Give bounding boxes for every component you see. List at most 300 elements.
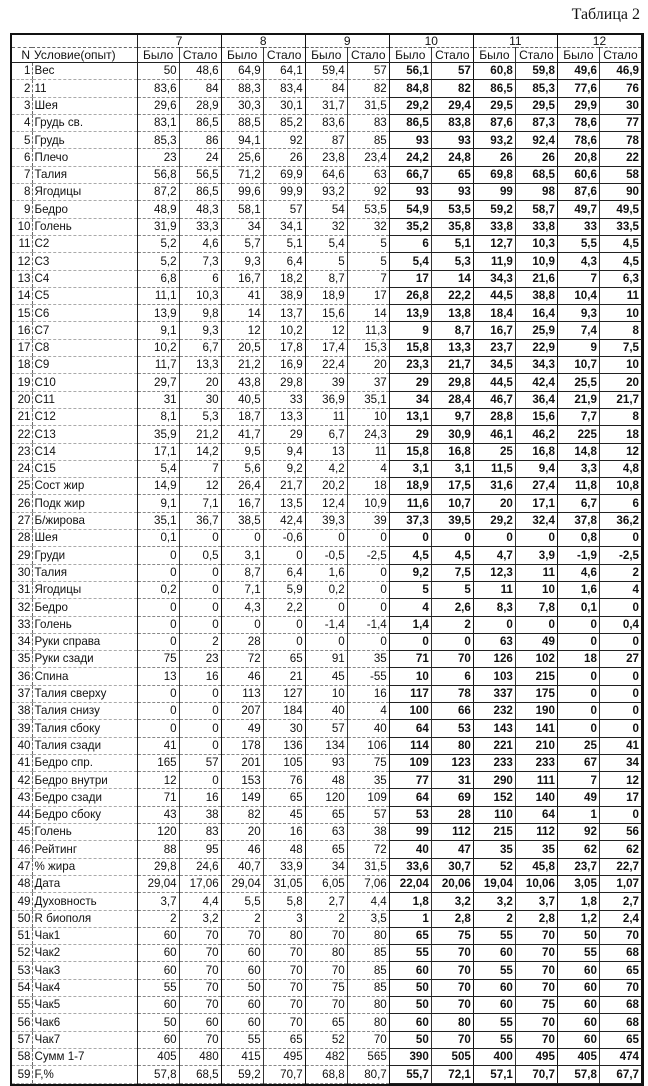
row-condition: R биополя: [32, 910, 137, 927]
cell-before: 9,5: [221, 443, 263, 460]
cell-before: 60: [473, 945, 515, 962]
row-condition: Чак5: [32, 997, 137, 1014]
cell-before: 50: [137, 63, 179, 80]
table-row: [12, 651, 642, 668]
cell-after: 6: [599, 495, 641, 512]
cell-before: 31,7: [305, 97, 347, 114]
cell-after: 84: [179, 80, 221, 97]
cell-after: 9,2: [263, 460, 305, 477]
cell-after: 83: [347, 114, 389, 131]
cell-after: 27,4: [515, 478, 557, 495]
cell-after: 58: [599, 166, 641, 183]
cell-after: 46,2: [515, 426, 557, 443]
cell-after: 0: [179, 616, 221, 633]
cell-after: 38: [347, 824, 389, 841]
cell-after: 22,2: [431, 287, 473, 304]
row-number: 47: [12, 858, 32, 875]
cell-before: 1,4: [389, 616, 431, 633]
cell-after: 39,5: [431, 512, 473, 529]
cell-before: 0: [137, 720, 179, 737]
cell-after: 210: [515, 737, 557, 754]
cell-before: 49,7: [557, 201, 599, 218]
cell-before: 40,7: [221, 858, 263, 875]
cell-before: 17,4: [305, 339, 347, 356]
cell-before: 113: [221, 685, 263, 702]
cell-after: 0: [347, 530, 389, 547]
cell-before: 55: [557, 945, 599, 962]
cell-after: 29,5: [515, 97, 557, 114]
cell-after: 20,06: [431, 875, 473, 892]
cell-after: 9,4: [515, 460, 557, 477]
cell-before: 99: [389, 824, 431, 841]
cell-after: 29,8: [263, 374, 305, 391]
after-column-header: Стало: [599, 48, 641, 63]
row-number: 54: [12, 979, 32, 996]
cell-after: 65: [263, 789, 305, 806]
cell-after: 70,7: [263, 1066, 305, 1083]
cell-before: 83,6: [137, 80, 179, 97]
cell-before: 0: [137, 702, 179, 719]
cell-before: 54: [305, 201, 347, 218]
table-row: [12, 374, 642, 391]
cell-after: 49,5: [599, 201, 641, 218]
cell-after: 9,3: [179, 322, 221, 339]
cell-after: 0: [179, 702, 221, 719]
row-condition: C6: [32, 305, 137, 322]
cell-before: 36,9: [305, 391, 347, 408]
cell-after: 30: [599, 97, 641, 114]
cell-before: 14,9: [137, 478, 179, 495]
cell-before: 22,4: [305, 357, 347, 374]
row-condition: Чак1: [32, 927, 137, 944]
row-condition: Чак2: [32, 945, 137, 962]
cell-after: 105: [263, 754, 305, 771]
table-row: [12, 270, 642, 287]
cell-before: 15,8: [389, 339, 431, 356]
data-table: [12, 35, 642, 1084]
cell-before: 82: [221, 806, 263, 823]
cell-after: 112: [515, 824, 557, 841]
row-number: 23: [12, 443, 32, 460]
cell-before: 390: [389, 1048, 431, 1065]
table-row: [12, 702, 642, 719]
table-row: [12, 495, 642, 512]
before-column-header: Было: [137, 48, 179, 63]
cell-before: 13: [305, 443, 347, 460]
cell-after: 70: [515, 1014, 557, 1031]
row-number: 56: [12, 1014, 32, 1031]
row-condition: % жира: [32, 858, 137, 875]
cell-after: 58,7: [515, 201, 557, 218]
cell-before: 0: [305, 530, 347, 547]
row-condition: C11: [32, 391, 137, 408]
cell-before: 5,5: [557, 235, 599, 252]
cell-before: 13,9: [137, 305, 179, 322]
cell-before: 60: [137, 1031, 179, 1048]
row-number: 30: [12, 564, 32, 581]
cell-before: 482: [305, 1048, 347, 1065]
cell-after: 70: [263, 997, 305, 1014]
cell-after: 106: [347, 737, 389, 754]
cell-after: 86: [179, 132, 221, 149]
cell-before: 153: [221, 772, 263, 789]
cell-after: 0: [179, 772, 221, 789]
cell-after: 24,8: [431, 149, 473, 166]
data-table-container: [10, 33, 644, 1086]
cell-after: 68: [599, 997, 641, 1014]
cell-before: 55: [389, 945, 431, 962]
cell-after: 21: [263, 668, 305, 685]
blank-header: [12, 35, 32, 48]
cell-after: 0: [179, 685, 221, 702]
cell-before: 4,3: [557, 253, 599, 270]
row-number: 16: [12, 322, 32, 339]
cell-before: 24,2: [389, 149, 431, 166]
cell-after: 78: [431, 685, 473, 702]
row-condition: C8: [32, 339, 137, 356]
cell-after: 141: [515, 720, 557, 737]
group-header: 9: [305, 35, 389, 48]
row-condition: Бедро внутри: [32, 772, 137, 789]
cell-before: 50: [557, 927, 599, 944]
cell-before: 37,3: [389, 512, 431, 529]
cell-before: 0: [473, 530, 515, 547]
row-condition: 11: [32, 80, 137, 97]
cell-after: 33: [263, 391, 305, 408]
cell-after: 9,8: [179, 305, 221, 322]
cell-after: 0: [599, 633, 641, 650]
cell-before: 45: [305, 668, 347, 685]
cell-before: 15,6: [305, 305, 347, 322]
cell-after: 11: [347, 443, 389, 460]
cell-before: 405: [557, 1048, 599, 1065]
cell-after: 70: [431, 997, 473, 1014]
row-condition: Груди: [32, 547, 137, 564]
cell-after: 13,3: [431, 339, 473, 356]
cell-before: 3,3: [557, 460, 599, 477]
cell-before: 117: [389, 685, 431, 702]
cell-before: 25: [557, 737, 599, 754]
row-number: 12: [12, 253, 32, 270]
row-number: 33: [12, 616, 32, 633]
cell-before: 65: [305, 806, 347, 823]
cell-after: 5: [347, 235, 389, 252]
cell-after: 495: [263, 1048, 305, 1065]
cell-after: 5,3: [179, 408, 221, 425]
table-row: [12, 408, 642, 425]
cell-before: 0,1: [557, 599, 599, 616]
cell-before: 67: [557, 754, 599, 771]
cell-before: 13,9: [389, 305, 431, 322]
cell-after: 0: [179, 599, 221, 616]
cell-after: 6,4: [263, 253, 305, 270]
row-number: 48: [12, 875, 32, 892]
cell-before: 0: [473, 616, 515, 633]
cell-after: 4,4: [179, 893, 221, 910]
cell-before: 71: [389, 651, 431, 668]
cell-after: 13,8: [431, 305, 473, 322]
group-header: 8: [221, 35, 305, 48]
cell-before: 85,3: [137, 132, 179, 149]
table-row: [12, 235, 642, 252]
cell-after: 565: [347, 1048, 389, 1065]
table-row: [12, 720, 642, 737]
cell-after: 0: [599, 530, 641, 547]
cell-before: 26,8: [389, 287, 431, 304]
cell-before: 22,04: [389, 875, 431, 892]
cell-after: 10,9: [515, 253, 557, 270]
table-row: [12, 426, 642, 443]
group-header: 12: [557, 35, 641, 48]
cell-before: 55,7: [389, 1066, 431, 1083]
after-column-header: Стало: [515, 48, 557, 63]
cell-after: 68: [599, 1014, 641, 1031]
cell-before: 9,3: [557, 305, 599, 322]
cell-after: 80: [431, 1014, 473, 1031]
table-row: [12, 80, 642, 97]
row-number: 20: [12, 391, 32, 408]
row-number: 53: [12, 962, 32, 979]
cell-after: 17,8: [263, 339, 305, 356]
cell-before: 29: [389, 374, 431, 391]
cell-after: 0: [263, 633, 305, 650]
cell-after: 35: [347, 651, 389, 668]
table-row: [12, 1066, 642, 1083]
cell-after: 34,3: [515, 357, 557, 374]
cell-before: 50: [389, 997, 431, 1014]
cell-after: 10,06: [515, 875, 557, 892]
cell-before: 75: [137, 651, 179, 668]
cell-before: 60: [557, 1031, 599, 1048]
table-row: [12, 218, 642, 235]
cell-after: 7,3: [179, 253, 221, 270]
cell-after: 70: [515, 979, 557, 996]
group-header: 11: [473, 35, 557, 48]
row-number: 21: [12, 408, 32, 425]
cell-before: 25,6: [221, 149, 263, 166]
cell-before: 29,04: [137, 875, 179, 892]
cell-after: 22,7: [599, 858, 641, 875]
cell-after: 495: [515, 1048, 557, 1065]
row-number: 45: [12, 824, 32, 841]
row-number: 57: [12, 1031, 32, 1048]
cell-after: 20: [179, 374, 221, 391]
cell-before: 23: [137, 149, 179, 166]
cell-after: 7: [179, 460, 221, 477]
cell-before: 60,8: [473, 63, 515, 80]
row-number: 8: [12, 184, 32, 201]
row-condition: Сост жир: [32, 478, 137, 495]
table-row: [12, 581, 642, 598]
cell-before: 83,1: [137, 114, 179, 131]
row-number: 13: [12, 270, 32, 287]
cell-after: 2: [599, 564, 641, 581]
cell-after: 21,7: [599, 391, 641, 408]
cell-after: 36,4: [515, 391, 557, 408]
cell-before: 59,4: [305, 63, 347, 80]
before-column-header: Было: [473, 48, 515, 63]
table-row: [12, 132, 642, 149]
cell-before: 6: [389, 235, 431, 252]
cell-after: 0: [179, 581, 221, 598]
cell-before: 70: [305, 997, 347, 1014]
cell-after: 31: [431, 772, 473, 789]
cell-before: 60: [137, 927, 179, 944]
cell-after: 18: [347, 478, 389, 495]
cell-after: 57: [347, 806, 389, 823]
cell-after: 10: [347, 408, 389, 425]
cell-before: 6,7: [557, 495, 599, 512]
cell-after: 26: [263, 149, 305, 166]
cell-after: 0: [179, 530, 221, 547]
row-condition: Шея: [32, 530, 137, 547]
cell-before: 49: [557, 789, 599, 806]
cell-before: 10: [305, 685, 347, 702]
cell-after: 2,7: [599, 893, 641, 910]
table-body: [12, 63, 642, 1084]
cell-before: 7,1: [221, 581, 263, 598]
cell-after: 109: [347, 789, 389, 806]
n-column-header: N: [12, 48, 32, 63]
cell-after: 28,9: [179, 97, 221, 114]
cell-before: 87,6: [473, 114, 515, 131]
cell-after: 17,5: [431, 478, 473, 495]
cell-before: 15,8: [389, 443, 431, 460]
cell-before: 0: [221, 616, 263, 633]
cell-before: 57,8: [557, 1066, 599, 1083]
cell-before: 50: [221, 979, 263, 996]
cell-before: 29,8: [137, 858, 179, 875]
row-number: 31: [12, 581, 32, 598]
cell-after: 77: [599, 114, 641, 131]
cell-before: 48,9: [137, 201, 179, 218]
cell-after: 85,2: [263, 114, 305, 131]
table-row: [12, 63, 642, 80]
cell-after: 13,3: [263, 408, 305, 425]
cell-before: 60: [221, 1014, 263, 1031]
cell-before: 4,2: [305, 460, 347, 477]
row-condition: Руки сзади: [32, 651, 137, 668]
cell-after: 8: [599, 322, 641, 339]
cell-before: 23,7: [557, 858, 599, 875]
cell-before: 88,5: [221, 114, 263, 131]
cell-after: 112: [431, 824, 473, 841]
cell-after: 68,5: [515, 166, 557, 183]
cell-before: 110: [473, 806, 515, 823]
cell-after: 0: [431, 633, 473, 650]
cell-before: 5,4: [305, 235, 347, 252]
cell-before: 3,1: [389, 460, 431, 477]
cell-before: 109: [389, 754, 431, 771]
cell-after: 4: [347, 460, 389, 477]
cell-before: 16,7: [221, 495, 263, 512]
row-number: 35: [12, 651, 32, 668]
cell-before: 337: [473, 685, 515, 702]
cell-after: 92: [347, 184, 389, 201]
cell-before: 11,9: [473, 253, 515, 270]
cell-after: 233: [515, 754, 557, 771]
cell-after: 70: [263, 945, 305, 962]
row-number: 42: [12, 772, 32, 789]
row-condition: Вес: [32, 63, 137, 80]
row-number: 58: [12, 1048, 32, 1065]
cell-before: 70: [305, 927, 347, 944]
cell-before: 59,2: [221, 1066, 263, 1083]
cell-before: 232: [473, 702, 515, 719]
cell-after: 85: [347, 962, 389, 979]
sub-header-row: [12, 48, 642, 63]
group-header: 7: [137, 35, 221, 48]
cell-before: 405: [137, 1048, 179, 1065]
table-row: [12, 945, 642, 962]
row-condition: Талия: [32, 166, 137, 183]
cell-before: 84: [305, 80, 347, 97]
cell-before: 93: [305, 754, 347, 771]
cell-before: 39: [305, 374, 347, 391]
cell-after: 65: [599, 1031, 641, 1048]
cell-before: 1,6: [305, 564, 347, 581]
cell-before: 23,8: [305, 149, 347, 166]
cell-before: 1,8: [557, 893, 599, 910]
cell-after: 10: [515, 581, 557, 598]
cell-after: 21,6: [515, 270, 557, 287]
cell-after: 85: [347, 132, 389, 149]
cell-before: 93: [389, 132, 431, 149]
cell-before: 19,04: [473, 875, 515, 892]
cell-before: 84,8: [389, 80, 431, 97]
cell-before: 5: [389, 581, 431, 598]
cell-after: 16,9: [263, 357, 305, 374]
cell-after: 20: [347, 357, 389, 374]
cell-before: 12,3: [473, 564, 515, 581]
cell-after: 10: [599, 305, 641, 322]
row-number: 59: [12, 1066, 32, 1083]
cell-after: 93: [431, 184, 473, 201]
cell-after: 57: [431, 63, 473, 80]
cell-before: 94,1: [221, 132, 263, 149]
table-row: [12, 962, 642, 979]
table-row: [12, 478, 642, 495]
cell-after: 12: [599, 772, 641, 789]
before-column-header: Было: [305, 48, 347, 63]
cell-before: 60: [221, 997, 263, 1014]
cell-before: 10,4: [557, 287, 599, 304]
cell-before: 7,7: [557, 408, 599, 425]
cell-after: 4,5: [599, 235, 641, 252]
cell-after: 49: [515, 633, 557, 650]
cell-before: 44,5: [473, 287, 515, 304]
cell-before: 60: [557, 979, 599, 996]
cell-after: 3: [263, 910, 305, 927]
cell-before: 66,7: [389, 166, 431, 183]
row-condition: Ягодицы: [32, 184, 137, 201]
cell-before: 33,8: [473, 218, 515, 235]
cell-before: 20: [221, 824, 263, 841]
table-row: [12, 201, 642, 218]
cell-before: 0: [137, 599, 179, 616]
cell-after: 48,3: [179, 201, 221, 218]
cell-after: 4,6: [179, 235, 221, 252]
cell-before: 207: [221, 702, 263, 719]
table-row: [12, 547, 642, 564]
cell-after: 38: [179, 806, 221, 823]
cell-after: 4: [347, 702, 389, 719]
cell-before: 60: [221, 945, 263, 962]
cell-after: 14,2: [179, 443, 221, 460]
row-condition: C7: [32, 322, 137, 339]
cell-after: 2,8: [431, 910, 473, 927]
cell-after: 2,2: [263, 599, 305, 616]
